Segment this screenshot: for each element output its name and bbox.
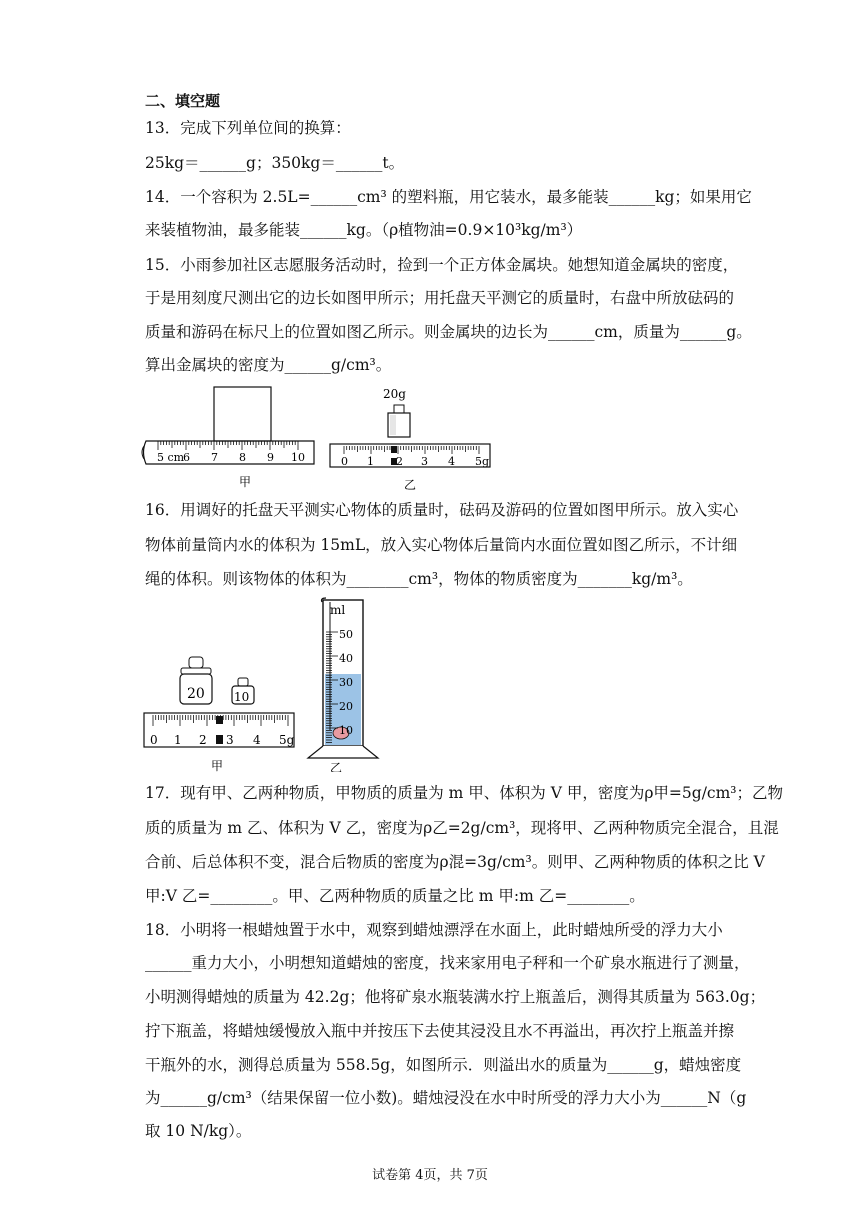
q15-line-1: 15．小雨参加社区志愿服务活动时，捡到一个正方体金属块。她想知道金属块的密度， [145, 256, 739, 274]
scale-label: 1 [174, 733, 182, 747]
q15-line-3: 质量和游码在标尺上的位置如图乙所示。则金属块的边长为______cm，质量为______g。 [145, 323, 752, 341]
q18-line-4: 拧下瓶盖，将蜡烛缓慢放入瓶中并按压下去使其浸没且水不再溢出，再次拧上瓶盖并擦 [145, 1022, 735, 1040]
cylinder-label: 30 [339, 676, 353, 689]
q14-line-2: 来装植物油，最多能装______kg。（ρ植物油=0.9×10³kg/m³） [145, 221, 583, 239]
cylinder-label: 40 [339, 652, 353, 665]
caption-yi: 乙 [404, 478, 417, 492]
metal-cube [214, 387, 271, 441]
q17-line-3: 合前、后总体积不变，混合后物质的密度为ρ混=3g/cm³。则甲、乙两种物质的体积之比 V [145, 853, 765, 871]
scale-label: 2 [199, 733, 207, 747]
balance-scale [144, 713, 295, 747]
weight-20 [180, 657, 212, 704]
rider [216, 716, 223, 724]
q13-line-2: 25kg＝______g；350kg＝______t。 [145, 154, 405, 172]
scale-label: 4 [253, 733, 261, 747]
balance-scale [330, 444, 490, 468]
weight-10 [232, 678, 254, 704]
caption-yi: 乙 [330, 761, 343, 772]
cylinder-label: 10 [339, 724, 353, 737]
ruler-label: 6 [183, 451, 190, 464]
q16-line-2: 物体前量筒内水的体积为 15mL，放入实心物体后量筒内水面位置如图乙所示，不计细 [145, 536, 738, 554]
scale-label: 3 [226, 733, 234, 747]
graduated-cylinder [308, 598, 378, 758]
ruler-label: 8 [239, 451, 246, 464]
ruler [142, 441, 314, 464]
q13-line-1: 13．完成下列单位间的换算： [145, 119, 351, 137]
q16-line-3: 绳的体积。则该物体的体积为________cm³，物体的物质密度为_______kg/m³。 [145, 570, 693, 588]
q17-line-1: 17．现有甲、乙两种物质，甲物质的质量为 m 甲、体积为 V 甲，密度为ρ甲=5g/cm³；乙物 [145, 784, 784, 802]
caption-jia: 甲 [239, 475, 252, 489]
caption-jia: 甲 [211, 759, 224, 772]
scale-label: 2 [396, 455, 403, 468]
scale-label: 1 [367, 455, 374, 468]
q18-line-1: 18．小明将一根蜡烛置于水中，观察到蜡烛漂浮在水面上，此时蜡烛所受的浮力大小 [145, 921, 723, 939]
scale-label: 0 [341, 455, 348, 468]
q15-line-2: 于是用刻度尺测出它的边长如图甲所示；用托盘天平测它的质量时，右盘中所放砝码的 [145, 289, 735, 307]
ruler-label: 9 [267, 451, 274, 464]
scale-label: 5g [279, 733, 295, 747]
q15-line-4: 算出金属块的密度为______g/cm³。 [145, 356, 392, 374]
q18-line-3: 小明测得蜡烛的质量为 42.2g；他将矿泉水瓶装满水拧上瓶盖后，测得其质量为 563.0g； [145, 988, 766, 1006]
q18-line-6: 为______g/cm³（结果保留一位小数)。蜡烛浸没在水中时所受的浮力大小为______N（g [145, 1089, 747, 1107]
q16-figure [140, 592, 390, 772]
ruler-label: 10 [291, 451, 305, 464]
scale-label: 0 [150, 733, 158, 747]
q18-line-5: 干瓶外的水，测得总质量为 558.5g，如图所示．则溢出水的质量为______g，蜡烛密度 [145, 1056, 742, 1074]
q18-line-2: ______重力大小，小明想知道蜡烛的密度，找来家用电子秤和一个矿泉水瓶进行了测量， [145, 954, 750, 972]
cylinder-label: 50 [339, 628, 353, 641]
cylinder-label: 20 [339, 700, 353, 713]
page-footer: 试卷第 4页，共 7页 [372, 1168, 488, 1183]
scale-label: 4 [448, 455, 455, 468]
q18-line-7: 取 10 N/kg）。 [145, 1122, 252, 1140]
scale-label: 5g [475, 455, 490, 468]
weight-label: 20g [383, 387, 406, 401]
ruler-label: 7 [211, 451, 218, 464]
weight-label: 20 [187, 686, 205, 702]
scale-label: 3 [421, 455, 428, 468]
q15-figure [140, 380, 500, 495]
weight-label: 10 [234, 690, 250, 704]
rider [391, 446, 397, 453]
section-title: 二、填空题 [145, 92, 221, 110]
q14-line-1: 14．一个容积为 2.5L=______cm³ 的塑料瓶，用它装水，最多能装______kg；如果用它 [145, 188, 752, 206]
q17-line-4: 甲:V 乙=________。甲、乙两种物质的质量之比 m 甲:m 乙=________。 [145, 887, 645, 905]
q17-line-2: 质的质量为 m 乙、体积为 V 乙，密度为ρ乙=2g/cm³，现将甲、乙两种物质完全混合，且混 [145, 819, 779, 837]
ruler-label: 5 cm [157, 451, 185, 464]
cylinder-unit: ml [330, 603, 346, 617]
q16-line-1: 16．用调好的托盘天平测实心物体的质量时，砝码及游码的位置如图甲所示。放入实心 [145, 501, 739, 519]
weight-20g [388, 405, 410, 437]
